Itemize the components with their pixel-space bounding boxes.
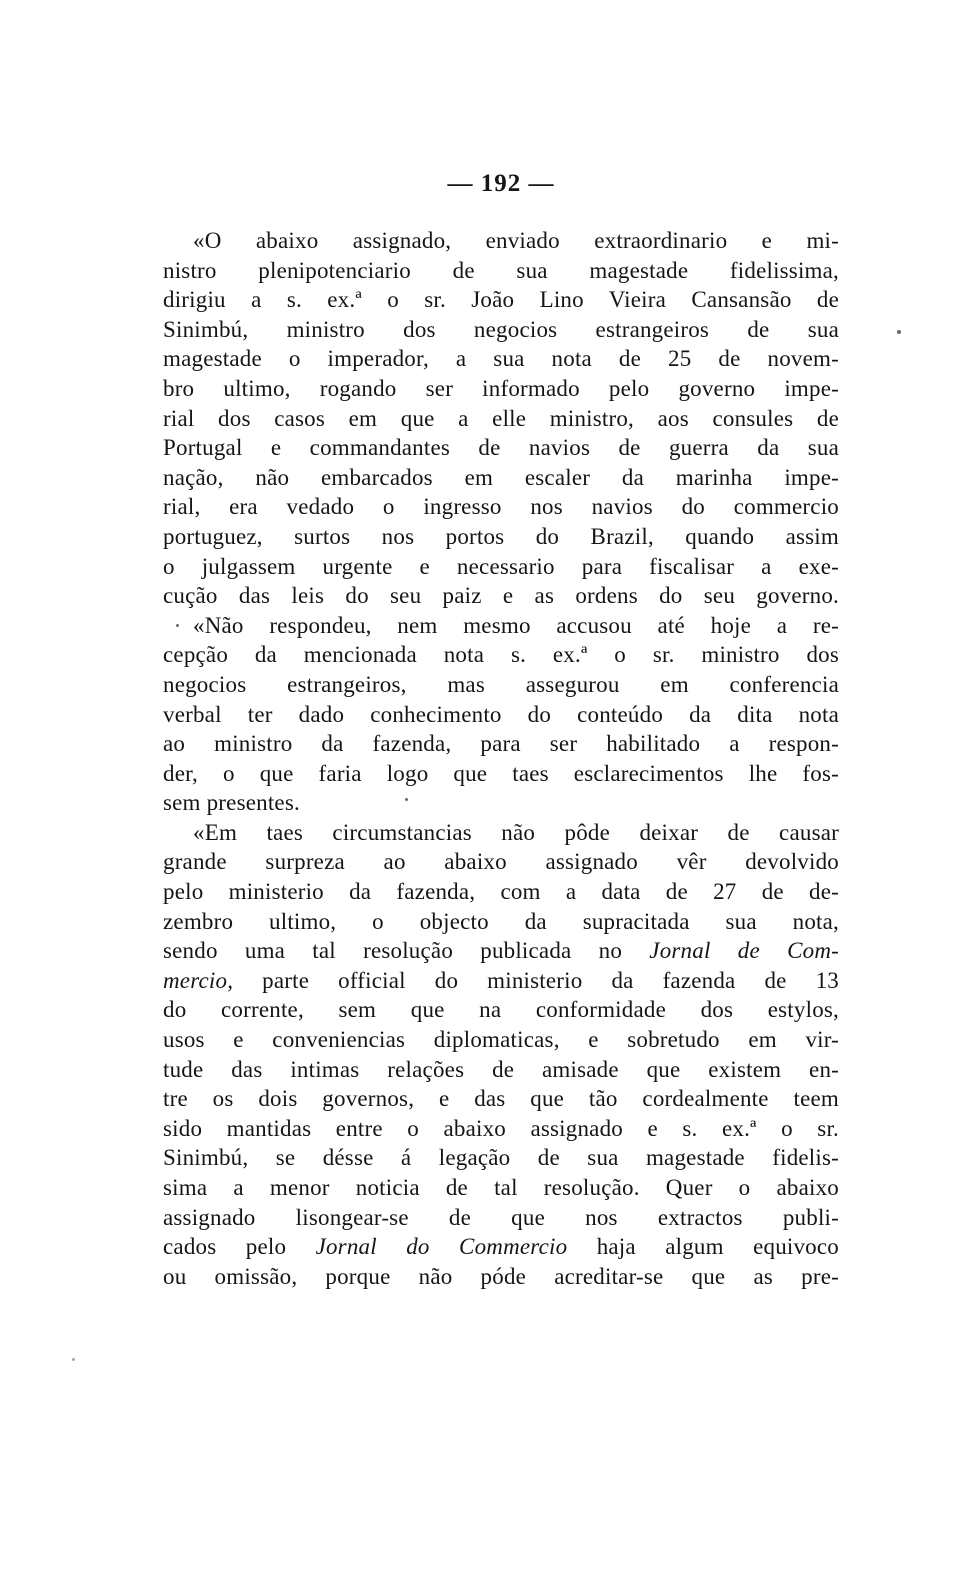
paragraph	[163, 611, 839, 818]
text-segment: nação, não embarcados em escaler da marinha impe-	[163, 464, 839, 490]
text-line	[163, 492, 839, 522]
text-line	[163, 1203, 839, 1233]
text-line	[163, 433, 839, 463]
text-line	[163, 640, 839, 670]
text-segment: sima a menor noticia de tal resolução. Quer o abaixo	[163, 1175, 839, 1200]
text-segment: cepção da mencionada nota s. ex.ª o sr. ministro dos	[163, 642, 839, 668]
text-segment: cução das leis do seu paiz e as ordens do seu governo.	[163, 583, 839, 609]
text-line	[163, 1055, 839, 1085]
text-line	[163, 847, 839, 877]
text-segment: ao ministro da fazenda, para ser habilitado a respon-	[163, 731, 839, 757]
text-segment: tude das intimas relações de amisade que existem en-	[163, 1056, 839, 1082]
text-segment: zembro ultimo, o objecto da supracitada sua nota,	[163, 908, 839, 934]
text-segment: magestade o imperador, a sua nota de 25 de novem-	[163, 346, 839, 372]
text-line	[163, 966, 839, 996]
text-segment: rial dos casos em que a elle ministro, aos consules de	[163, 405, 839, 431]
italic-text: Jornal do Commercio	[315, 1234, 568, 1260]
text-segment: rial, era vedado o ingresso nos navios do commercio	[163, 494, 839, 520]
text-line	[163, 256, 839, 286]
text-segment: «O abaixo assignado, enviado extraordinario e mi-	[193, 228, 839, 253]
text-segment: o julgassem urgente e necessario para fiscalisar a exe-	[163, 553, 839, 579]
text-line	[163, 1025, 839, 1055]
text-segment: pelo ministerio da fazenda, com a data de 27 de de-	[163, 879, 839, 905]
text-segment: Portugal e commandantes de navios de guerra da sua	[163, 435, 839, 461]
text-line	[163, 818, 839, 848]
text-line	[163, 1084, 839, 1114]
text-line	[163, 374, 839, 404]
text-segment: sendo uma tal resolução publicada no	[163, 938, 650, 964]
text-segment: sem presentes.	[163, 790, 300, 816]
scan-speck	[72, 1358, 75, 1361]
text-line	[163, 285, 839, 315]
text-line	[163, 581, 839, 611]
text-segment: der, o que faria logo que taes esclarecimentos lhe fos-	[163, 760, 839, 786]
text-segment: tre os dois governos, e das que tão cordealmente teem	[163, 1086, 839, 1112]
text-segment: Sinimbú, se désse á legação de sua magestade fidelis-	[163, 1145, 839, 1171]
italic-text: Jornal de Com-	[649, 938, 839, 964]
text-segment: ou omissão, porque não póde acreditar-se que as pre-	[163, 1263, 839, 1289]
text-segment: bro ultimo, rogando ser informado pelo governo impe-	[163, 375, 839, 401]
text-line	[163, 907, 839, 937]
text-line	[163, 1173, 839, 1203]
text-segment: grande surpreza ao abaixo assignado vêr devolvido	[163, 849, 839, 875]
text-line	[163, 226, 839, 256]
text-line	[163, 729, 839, 759]
text-segment: nistro plenipotenciario de sua magestade fidelissima,	[163, 257, 839, 283]
text-line	[163, 1143, 839, 1173]
text-segment: usos e conveniencias diplomaticas, e sobretudo em vir-	[163, 1027, 839, 1053]
text-line	[163, 759, 839, 789]
text-line	[163, 700, 839, 730]
text-segment: sido mantidas entre o abaixo assignado e s. ex.ª o sr.	[163, 1115, 839, 1141]
text-segment: dirigiu a s. ex.ª o sr. João Lino Vieira Cansansão de	[163, 287, 839, 313]
text-line	[163, 344, 839, 374]
text-segment: assignado lisongear-se de que nos extractos publi-	[163, 1204, 839, 1230]
scan-speck	[897, 330, 901, 334]
text-segment: verbal ter dado conhecimento do conteúdo da dita nota	[163, 701, 839, 727]
text-line	[163, 315, 839, 345]
text-line	[163, 611, 839, 641]
text-line	[163, 1262, 839, 1292]
text-line	[163, 404, 839, 434]
scan-speck	[405, 798, 408, 801]
text-line	[163, 552, 839, 582]
text-line	[163, 1232, 839, 1262]
text-segment: haja algum equivoco	[567, 1234, 839, 1260]
page-body	[163, 226, 839, 1291]
text-segment: negocios estrangeiros, mas assegurou em conferencia	[163, 671, 839, 697]
text-segment: Sinimbú, ministro dos negocios estrangeiros de sua	[163, 316, 839, 342]
italic-text: mercio,	[163, 967, 234, 993]
text-line	[163, 522, 839, 552]
text-segment: «Não respondeu, nem mesmo accusou até hoje a re-	[193, 612, 839, 638]
text-segment: «Em taes circumstancias não pôde deixar de causar	[193, 819, 839, 845]
text-line	[163, 463, 839, 493]
text-segment: parte official do ministerio da fazenda de 13	[233, 967, 839, 993]
paragraph	[163, 226, 839, 611]
text-line	[163, 877, 839, 907]
paragraph	[163, 818, 839, 1292]
text-line	[163, 670, 839, 700]
text-line	[163, 1114, 839, 1144]
text-segment: do corrente, sem que na conformidade dos estylos,	[163, 997, 839, 1023]
text-segment: portuguez, surtos nos portos do Brazil, quando assim	[163, 523, 839, 549]
text-line	[163, 936, 839, 966]
scan-speck	[176, 624, 179, 627]
text-segment: cados pelo	[163, 1234, 316, 1260]
text-line	[163, 788, 839, 818]
text-line	[163, 995, 839, 1025]
page-number: — 192 —	[447, 170, 555, 197]
